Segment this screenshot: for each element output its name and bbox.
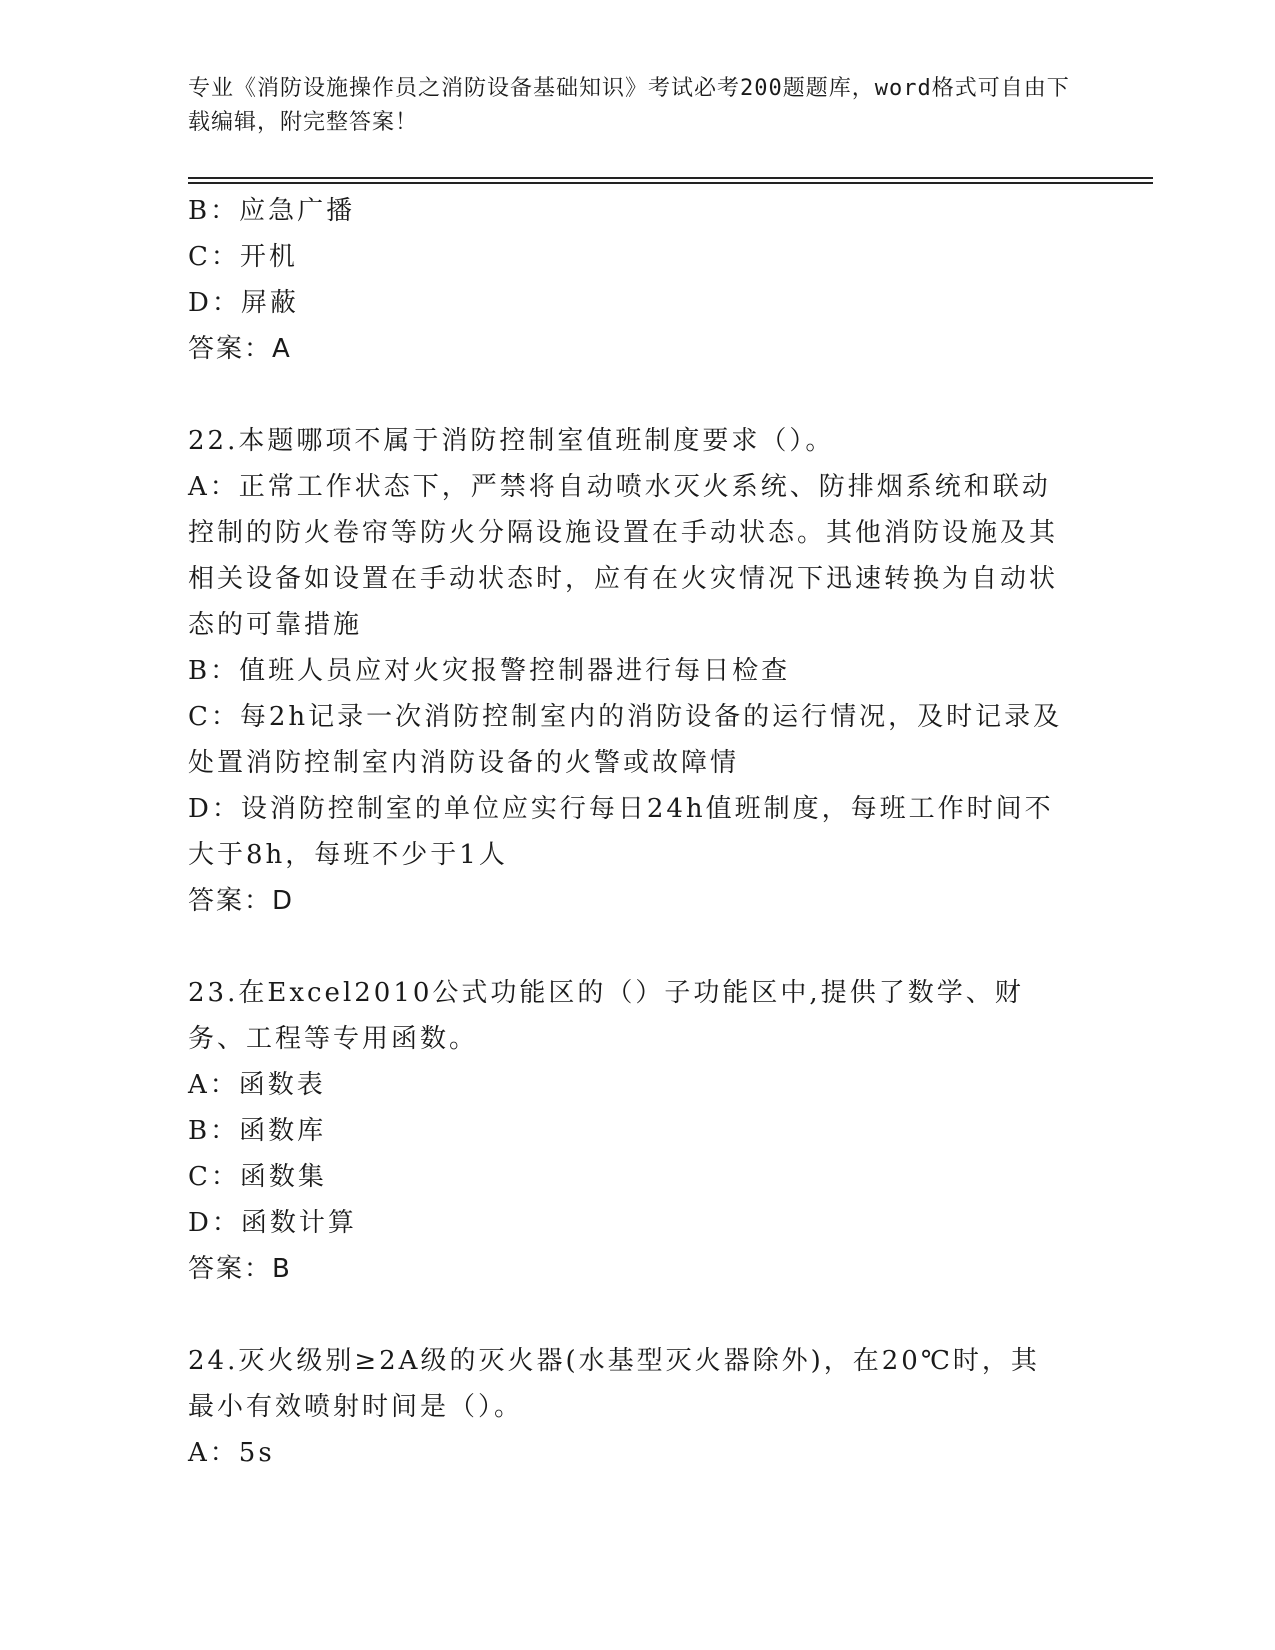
- header-rule-bottom: [188, 182, 1153, 184]
- option-a: A：函数表: [188, 1070, 326, 1100]
- question-stem: 23.在Excel2010公式功能区的（）子功能区中,提供了数学、财务、工程等专用函数。: [188, 978, 1024, 1054]
- answer-line: 答案：A: [188, 334, 292, 364]
- question-23: [188, 970, 1068, 1292]
- option-c: C：开机: [188, 242, 298, 272]
- document-body: [188, 188, 1068, 1476]
- question-24: [188, 1338, 1068, 1476]
- option-a: A：5s: [188, 1438, 275, 1468]
- question-stem: 24.灭火级别≥2A级的灭火器(水基型灭火器除外)，在20℃时，其最小有效喷射时间是（）。: [188, 1346, 1040, 1422]
- option-d: D：屏蔽: [188, 288, 299, 318]
- option-a: A：正常工作状态下，严禁将自动喷水灭火系统、防排烟系统和联动控制的防火卷帘等防火分隔设施设置在手动状态。其他消防设施及其相关设备如设置在手动状态时，应有在火灾情况下迅速转换为自动状态的可靠措施: [188, 472, 1059, 640]
- option-d: D：设消防控制室的单位应实行每日24h值班制度，每班工作时间不大于8h，每班不少于1人: [188, 794, 1054, 870]
- option-b: B：函数库: [188, 1116, 327, 1146]
- question-stem: 22.本题哪项不属于消防控制室值班制度要求（）。: [188, 426, 835, 456]
- answer-line: 答案：B: [188, 1254, 292, 1284]
- answer-line: 答案：D: [188, 886, 295, 916]
- header-rule-top: [188, 177, 1153, 179]
- question-22: [188, 418, 1068, 924]
- document-title: 专业《消防设施操作员之消防设备基础知识》考试必考200题题库，word格式可自由下载编辑，附完整答案！: [188, 76, 1070, 135]
- option-b: B：应急广播: [188, 196, 356, 226]
- option-d: D：函数计算: [188, 1208, 357, 1238]
- previous-question: [188, 188, 1068, 372]
- option-c: C：函数集: [188, 1162, 327, 1192]
- option-c: C：每2h记录一次消防控制室内的消防设备的运行情况，及时记录及处置消防控制室内消防设备的火警或故障情: [188, 702, 1063, 778]
- document-header: [188, 72, 1088, 140]
- option-b: B：值班人员应对火灾报警控制器进行每日检查: [188, 656, 791, 686]
